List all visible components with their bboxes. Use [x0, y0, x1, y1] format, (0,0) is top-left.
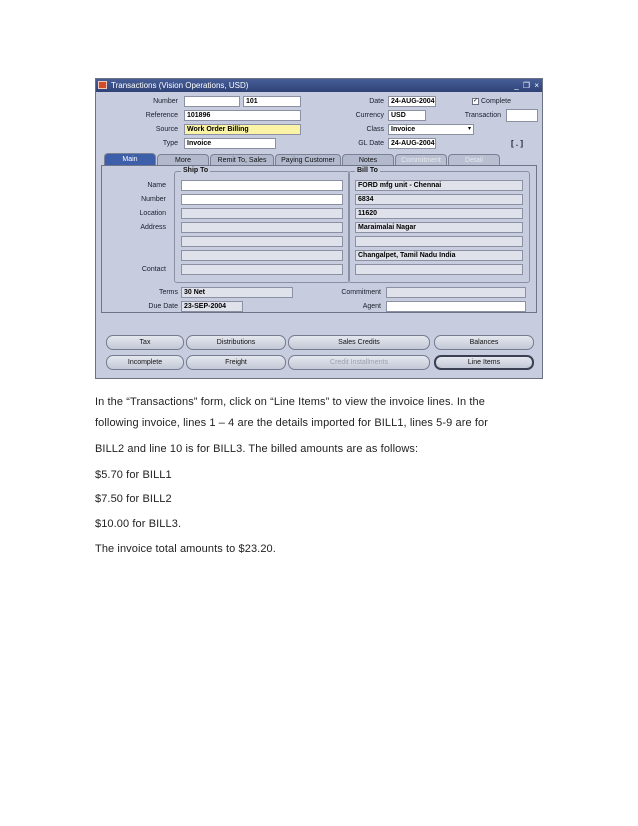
terms-label: Terms: [158, 289, 178, 296]
ship-name-field[interactable]: [181, 180, 343, 191]
reference-field[interactable]: 101896: [184, 110, 301, 121]
complete-label: Complete: [481, 98, 511, 105]
amount-bill3: $10.00 for BILL3.: [95, 518, 182, 530]
bill-address-line2[interactable]: [355, 236, 523, 247]
commitment-field[interactable]: [386, 287, 526, 298]
gl-date-field[interactable]: 24-AUG-2004: [388, 138, 436, 149]
bill-address-line3[interactable]: Changalpet, Tamil Nadu India: [355, 250, 523, 261]
ship-number-label: Number: [141, 196, 166, 203]
tab-commitment[interactable]: Commitment: [395, 154, 447, 166]
date-label: Date: [369, 98, 384, 105]
reference-label: Reference: [145, 112, 178, 119]
class-value: Invoice: [391, 126, 416, 133]
bill-location-field[interactable]: 11620: [355, 208, 523, 219]
incomplete-button[interactable]: Incomplete: [106, 355, 184, 370]
number-label: Number: [153, 98, 178, 105]
ship-to-title: Ship To: [183, 167, 209, 174]
freight-button[interactable]: Freight: [186, 355, 286, 370]
ship-location-field[interactable]: [181, 208, 343, 219]
due-date-label: Due Date: [148, 303, 178, 310]
due-date-field[interactable]: 23-SEP-2004: [181, 301, 243, 312]
window-titlebar[interactable]: [96, 79, 542, 92]
tab-notes[interactable]: Notes: [342, 154, 394, 166]
currency-label: Currency: [355, 112, 384, 119]
type-field[interactable]: Invoice: [184, 138, 276, 149]
main-tab-panel: [101, 165, 537, 313]
tab-remit-to-sales[interactable]: Remit To, Sales: [210, 154, 274, 166]
complete-checkbox[interactable]: ✓: [473, 98, 479, 104]
tax-button[interactable]: Tax: [106, 335, 184, 350]
transaction-field[interactable]: [506, 109, 538, 122]
number-field[interactable]: [184, 96, 240, 107]
ship-address-line2[interactable]: [181, 236, 343, 247]
number-suffix-field[interactable]: 101: [243, 96, 301, 107]
bill-address-line1[interactable]: Maraimalai Nagar: [355, 222, 523, 233]
ship-location-label: Location: [139, 210, 166, 217]
agent-label: Agent: [362, 303, 381, 310]
transaction-label: Transaction: [464, 112, 501, 119]
tab-detail[interactable]: Detail: [448, 154, 500, 166]
amount-bill2: $7.50 for BILL2: [95, 493, 172, 505]
window-controls-icon[interactable]: _ ❐ ×: [514, 81, 540, 90]
invoice-total: The invoice total amounts to $23.20.: [95, 543, 276, 555]
paragraph-line-3: BILL2 and line 10 is for BILL3. The billed amounts are as follows:: [95, 443, 419, 455]
bill-address-line4[interactable]: [355, 264, 523, 275]
date-field[interactable]: 24-AUG-2004: [388, 96, 436, 107]
ship-contact-field[interactable]: [181, 264, 343, 275]
sales-credits-button[interactable]: Sales Credits: [288, 335, 430, 350]
balances-button[interactable]: Balances: [434, 335, 534, 350]
ship-address-line3[interactable]: [181, 250, 343, 261]
source-field[interactable]: Work Order Billing: [184, 124, 301, 135]
oracle-app-icon: [98, 81, 107, 89]
commitment-label: Commitment: [341, 289, 381, 296]
ship-address-line1[interactable]: [181, 222, 343, 233]
terms-field[interactable]: 30 Net: [181, 287, 293, 298]
paragraph-line-1: In the “Transactions” form, click on “Line Items” to view the invoice lines. In the: [95, 396, 485, 408]
type-label: Type: [162, 140, 178, 147]
class-label: Class: [366, 126, 384, 133]
ship-number-field[interactable]: [181, 194, 343, 205]
ship-name-label: Name: [147, 182, 166, 189]
chevron-down-icon[interactable]: ▾: [467, 126, 471, 132]
tab-paying-customer[interactable]: Paying Customer: [275, 154, 341, 166]
transactions-window: [95, 78, 543, 379]
bill-number-field[interactable]: 6834: [355, 194, 523, 205]
credit-installments-button[interactable]: Credit Installments: [288, 355, 430, 370]
bill-to-title: Bill To: [357, 167, 378, 174]
ship-address-label: Address: [140, 224, 166, 231]
distributions-button[interactable]: Distributions: [186, 335, 286, 350]
bracket-indicator: [ . ]: [511, 139, 523, 148]
gl-date-label: GL Date: [358, 140, 384, 147]
tab-more[interactable]: More: [157, 154, 209, 166]
currency-field[interactable]: USD: [388, 110, 426, 121]
class-select[interactable]: [388, 124, 474, 135]
amount-bill1: $5.70 for BILL1: [95, 469, 172, 481]
window-title: Transactions (Vision Operations, USD): [111, 81, 249, 90]
tab-main[interactable]: Main: [104, 153, 156, 166]
ship-contact-label: Contact: [141, 266, 166, 273]
paragraph-line-2: following invoice, lines 1 – 4 are the details imported for BILL1, lines 5-9 are for: [95, 417, 488, 429]
bill-name-field[interactable]: FORD mfg unit - Chennai: [355, 180, 523, 191]
line-items-button[interactable]: Line Items: [434, 355, 534, 370]
agent-field[interactable]: [386, 301, 526, 312]
source-label: Source: [155, 126, 178, 133]
